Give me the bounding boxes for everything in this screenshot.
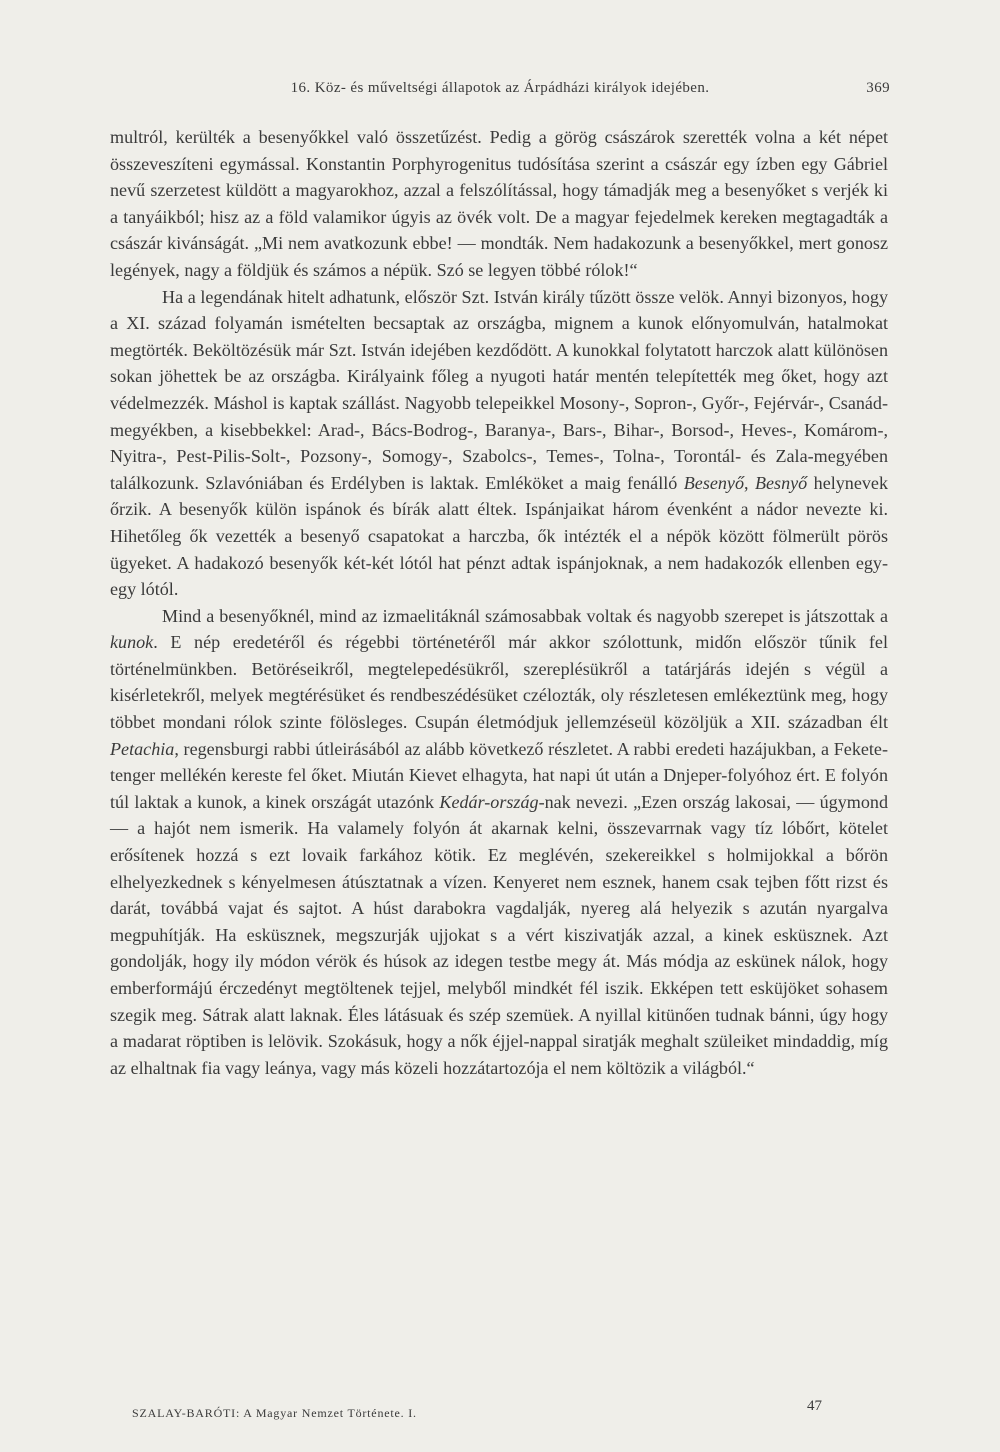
- paragraph: [110, 124, 888, 284]
- italic-term: Kedár-ország: [439, 791, 539, 812]
- text-run: ,: [744, 472, 755, 493]
- running-header: [110, 80, 890, 104]
- body-text: [110, 124, 888, 1081]
- paragraph: [110, 603, 888, 1082]
- text-run: Mind a besenyőknél, mind az izmaelitáknál számosabbak voltak és nagyobb szerepet is játszottak a: [162, 605, 888, 626]
- page-footer: [132, 1398, 822, 1421]
- page-number: 369: [866, 80, 890, 96]
- text-run: multról, kerülték a besenyőkkel való összetűzést. Pedig a görög császárok szerették volna a két népet összeveszíteni egymással. Konstantin Porphyrogenitus tudósítása szerint a császár egy ízben egy Gábriel nevű szerzetest küldött a magyarokhoz, azzal a felszólítással, hogy támadják meg a besenyőket s verjék ki a tanyáikból; hisz az a föld valamikor úgyis az övék volt. De a magyar fejedelmek kereken megtagadták a császár kivánságát. „Mi nem avatkozunk ebbe! — mondták. Nem hadakozunk a besenyőkkel, mert gonosz legények, nagy a földjük és számos a népük. Szó se legyen többé rólok!“: [110, 127, 888, 280]
- italic-term: Besnyő: [754, 472, 808, 493]
- text-run: -nak nevezi. „Ezen ország lakosai, — úgymond — a hajót nem ismerik. Ha valamely folyón át akarnak kelni, összevarrnak vagy tíz lóbőrt, kötelet erősítenek hozzá s ezt lovaik farkához kötik. Ez meglévén, szekereikkel s holmijokkal a bőrön elhelyezkednek s kényelmesen átúsztatnak a vízen. Kenyeret nem esznek, hanem csak tejben főtt rizst és darát, továbbá vajat és sajtot. A húst darabokra vagdalják, nyereg alá helyezik s azután nyargalva megpuhítják. Ha esküsznek, megszurják ujjokat s a vért kiszivatják azzal, a kinek esküsznek. Azt gondolják, hogy ily módon vérök és húsok az idegen testbe megy át. Más módja az eskünek nálok, hogy emberformájú érczedényt megtöltenek tejjel, melyből mindkét fél iszik. Ekképen tett esküjöket sohasem szegik meg. Sátrak alatt laknak. Éles látásuak és szép szemüek. A nyillal kitünően tudnak bánni, úgy hogy a madarat röptiben is lelövik. Szokásuk, hogy a nők éjjel-nappal siratják meghalt szüleiket mindaddig, míg az elhaltnak fia vagy leánya, vagy más közeli hozzátartozója el nem költözik a világból.“: [110, 791, 888, 1078]
- footer-source: SZALAY-BARÓTI: A Magyar Nemzet Története. I.: [132, 1406, 417, 1420]
- italic-term: Petachia: [110, 738, 175, 759]
- italic-term: kunok: [110, 632, 154, 653]
- running-title: 16. Köz- és műveltségi állapotok az Árpádházi királyok idejében.: [290, 80, 710, 96]
- signature-mark: 47: [807, 1398, 822, 1414]
- text-run: Ha a legendának hitelt adhatunk, először Szt. István király tűzött össze velök. Annyi bizonyos, hogy a XI. század folyamán ismételten becsaptak az országba, mignem a kunok előnyomulván, hatalmokat megtörték. Beköltözésük már Szt. István idejében kezdődött. A kunokkal folytatott harczok alatt különösen sokan jöhettek be az országba. Királyaink főleg a nyugoti határ mentén telepítették meg őket, hogy azt védelmezzék. Máshol is kaptak szállást. Nagyobb telepeikkel Mosony-, Sopron-, Győr-, Fejérvár-, Csanád-megyékben, a kisebbekkel: Arad-, Bács-Bodrog-, Baranya-, Bars-, Bihar-, Borsod-, Heves-, Komárom-, Nyitra-, Pest-Pilis-Solt-, Pozsony-, Somogy-, Szabolcs-, Temes-, Tolna-, Torontál- és Zala-megyében találkozunk. Szlavóniában és Erdélyben is laktak. Emléköket a maig fenálló: [110, 286, 888, 493]
- paragraph: [110, 284, 888, 603]
- text-run: . E nép eredetéről és régebbi történetéről már akkor szólottunk, midőn először tűnik fel történelmünkben. Betöréseikről, megtelepedésükről, szereplésükről a tatárjárás idején s végül a kisérletekről, melyek megtérésüket és rendbeszédésüket czélozták, oly részletesen emlékeztünk meg, hogy többet mondani rólok szinte fölösleges. Csupán életmódjuk jellemzéseül közöljük a XII. században élt: [110, 632, 888, 733]
- text-run: , regensburgi rabbi útleirásából az alább következő részletet. A rabbi eredeti hazájukban, a Fekete-tenger mellékén kereste fel őket. Miután Kievet elhagyta, hat napi út után a Dnjeper-folyóhoz ért. E folyón túl laktak a kunok, a kinek országát utazónk: [110, 738, 888, 812]
- italic-term: Besenyő: [683, 472, 745, 493]
- text-run: helynevek őrzik. A besenyők külön ispánok és bírák alatt éltek. Ispánjaikat három évenként a nádor nevezte ki. Hihetőleg ők vezették a besenyő csapatokat a harczba, ők intézték el a népök között fölmerült pörös ügyeket. A hadakozó besenyők két-két lótól hat pénzt adtak ispánjoknak, a nem hadakozók ellenben egy-egy lótól.: [110, 472, 888, 600]
